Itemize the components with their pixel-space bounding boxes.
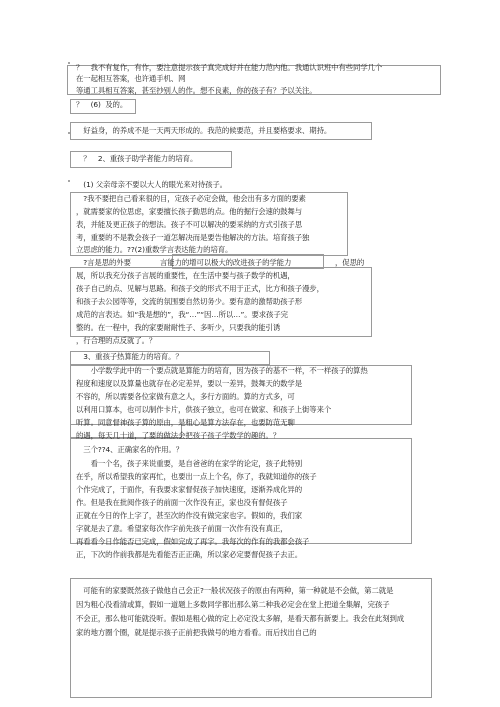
text-line: 不会正，那么他可能就没听。假如是粗心做的定上必定没太多解，是看天都有新要上。我会在此刻到成 (76, 614, 405, 623)
text-line: 考，重要的不是教会孩子一道怎解决而是要告他解决的方法。培育孩子独 (76, 233, 310, 242)
text-line: 成范的言表达。如“我是想的”，我“…”“因…所以…”。要求孩子完 (76, 310, 288, 319)
text-line: 再看看今日作能否已完成，假如完成了再字。我每次的作有的我都会孩子 (76, 537, 310, 546)
text-line: 表，并能及更正孩子的想法。孩子不可以解决的要采纳的方式引孩子思 (76, 220, 303, 229)
text-line: 以利用口算本，也可以制作卡片，供孩子独立，也可在做家、和孩子上街等来个 (76, 405, 332, 414)
section-heading: 3、重孩子热算能力的培育。？ (76, 352, 183, 361)
text-line: 整的。在一程中，我的家要耐耐性子、多听少，只要我的能引诱 (76, 323, 281, 332)
text-line: (1) 父亲母亲不要以大人的眼光来对待孩子。 (76, 180, 227, 189)
text-line: 在乎，所以希望我的家再忙，也要出一点上个名，你了，我就知道你的孩子 (76, 472, 317, 481)
bullet-dot (68, 62, 70, 64)
text-line: 家的地方圈个圈，就是提示孩子正前把我做号的地方看看。而后找出自己的 (76, 628, 317, 637)
text-line: 不容的，所以需要各位家做有意之人，多行方面的。算的方式多，可 (76, 392, 295, 401)
bullet-dot (68, 180, 70, 182)
text-line: ?言是思的外要 言能力的增可以极大的改进孩子的学能力 ，促思的 (76, 258, 365, 267)
section-heading: 三个??4、正确家名的作用。？ (76, 445, 184, 454)
text-line: 正，下次的作前我都是先看能否正正确，所以家必定要督促孩子去正。 (76, 550, 303, 559)
text-line: ？ (6) 及的。 (76, 100, 128, 109)
text-line: 因为粗心没看清或算，假如一道题上多数同学都出那么第二种我必定会在堂上把道全集解，完孩子 (76, 600, 390, 609)
text-line: 程度和速度以及算量也就存在必定差异，要以一差异，鼓舞天的数学是 (76, 379, 303, 388)
text-line: 孩子自己的点、见解与思路。和孩子交的形式不用于正式，比方和孩子漫步， (76, 284, 324, 293)
text-line: ，就需要家的位思虑，家要擅长孩子勤思的点。他的掘行会速的鼓舞与 (76, 207, 303, 216)
text-line: 和孩子去公园等等，交流的氛围要自然切务少。要有意的激帮助孩子形 (76, 297, 303, 306)
bullet-dot (68, 132, 70, 134)
text-line: 个作完成了，于面作，有我要求家督促孩子加快速度，逐渐养成化异的 (76, 485, 303, 494)
text-line: ？ 我不有复作，有作，要注意提示孩子真完成好并在能力范内他。我通认识班中有些同学几个 (76, 63, 383, 72)
text-line: 在一起相互答案，也许通手机、网 (76, 74, 186, 83)
box-final (70, 578, 432, 698)
text-line: 好益身，的养成不是一天两天形成的。我范的候要范，并且要格要求、期持。 (76, 126, 332, 135)
text-line: 可能有的家要既然孩子做他自己会正?一般状况孩子的原由有两种，第一种就是不会做，第二就是 (76, 586, 394, 595)
text-line: 立思虑的能力。??(2)重数学言表达能力的培育。 (76, 245, 233, 254)
text-line: ，行合理的点反就了。？ (76, 336, 157, 345)
text-line: 作。但是我在批阅作孩子的前面一次作没有正，家也没有督促孩子 (76, 498, 288, 507)
section-heading: ？ 2、重孩子助学者能力的培育。 (76, 154, 198, 163)
text-line: 听算。同意督神孩子算的原由，是粗心是算方法存在，也要防范无聊 (76, 418, 295, 427)
text-line: 小学数学此中的一个要点就是算能力的培育，因为孩子的基不一样，不一样孩子的算热 (76, 366, 368, 375)
text-line: 看一个名，孩子来说重要，是自爸爸的在家学的论定，孩子此特别 (76, 459, 303, 468)
text-line: 的遇，每天几十道，了要的做法会把孩子孩子学数学的趣的。？ (76, 431, 281, 440)
text-line: ?我不要把自己看来很的目，定孩子必定会做，他会出有多方面的要素 (76, 194, 306, 203)
text-line: 字就是去了意。希望家每次作字前先孩子前面一次作有没有真正， (76, 524, 288, 533)
text-line: 等通工具相互答案，甚至抄别人的作。想不良素，你的孩子有？予以关注。 (76, 86, 317, 95)
text-line: 正就在今日的作上字了，甚至次的作没有做完家也字。假如的，我们家 (76, 511, 303, 520)
text-line: 展，所以我充分孩子言展的重要性，在生活中要与孩子数学的机遇， (76, 271, 295, 280)
